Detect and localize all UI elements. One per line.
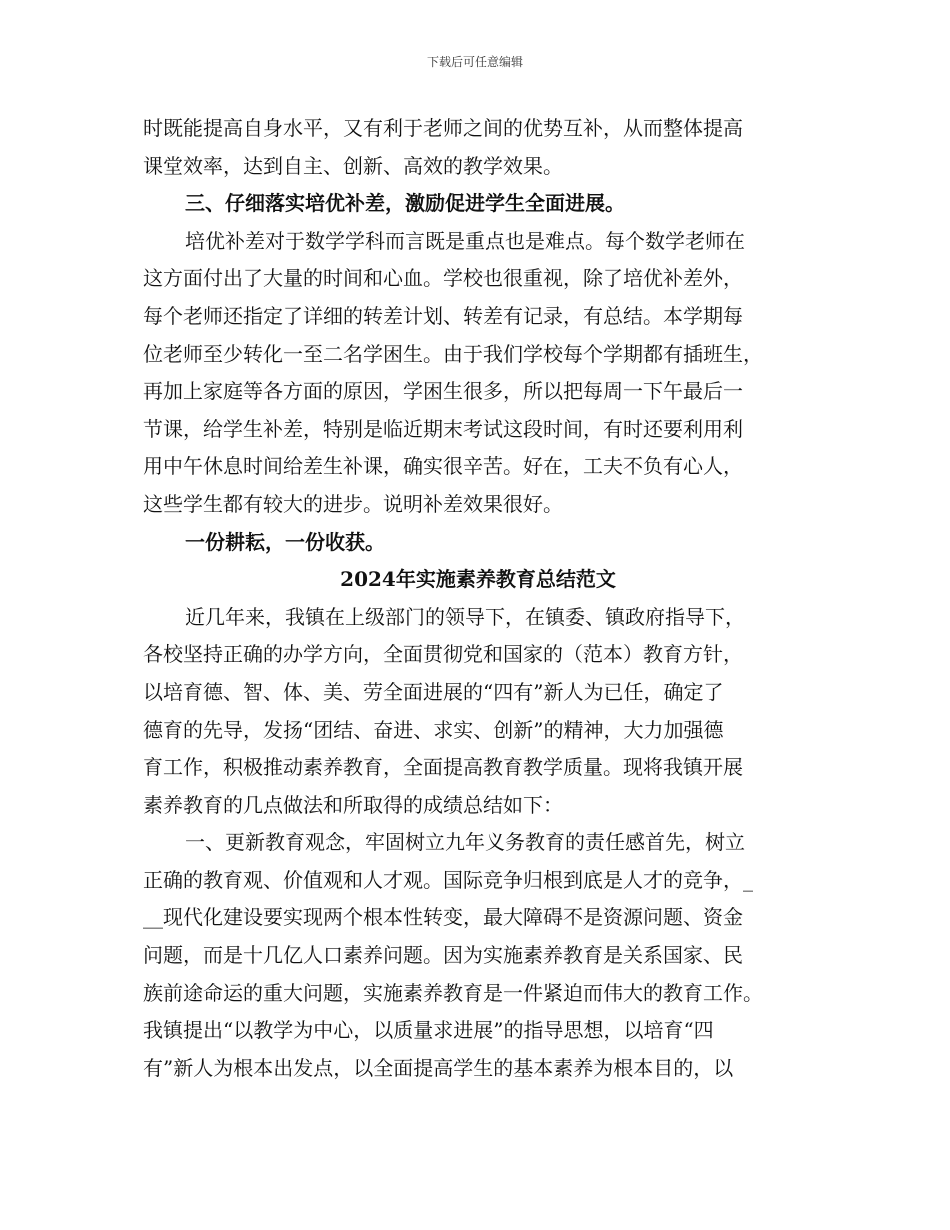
- text-line: 节课，给学生补差，特别是临近期末考试这段时间，有时还要利用利: [143, 416, 743, 441]
- text-line: 再加上家庭等各方面的原因，学困生很多，所以把每周一下午最后一: [143, 379, 743, 404]
- text-line: 培优补差对于数学学科而言既是重点也是难点。每个数学老师在: [185, 228, 745, 253]
- text-line: 这些学生都有较大的进步。说明补差效果很好。: [143, 491, 563, 516]
- text-line: 育工作，积极推动素养教育，全面提高教育教学质量。现将我镇开展: [143, 755, 743, 780]
- text-line: 族前途命运的重大问题，实施素养教育是一件紧迫而伟大的教育工作。: [143, 980, 763, 1005]
- text-line: 问题，而是十几亿人口素养问题。因为实施素养教育是关系国家、民: [143, 943, 743, 968]
- text-line: 时既能提高自身水平，又有利于老师之间的优势互补，从而整体提高: [143, 116, 743, 140]
- text-line: 有”新人为根本出发点，以全面提高学生的基本素养为根本目的，以: [143, 1055, 734, 1080]
- document-body: [143, 110, 813, 1087]
- text-line: 近几年来，我镇在上级部门的领导下，在镇委、镇政府指导下，: [185, 604, 745, 629]
- text-line: 以培育德、智、体、美、劳全面进展的“四有”新人为已任，确定了: [143, 679, 724, 704]
- section-heading-line: 三、仔细落实培优补差，激励促进学生全面进展。: [185, 191, 625, 216]
- text-line: 正确的教育观、价值观和人才观。国际竞争归根到底是人才的竞争，_: [143, 867, 753, 892]
- document-title: 2024年实施素养教育总结范文: [340, 567, 616, 592]
- text-line: 我镇提出“以教学为中心，以质量求进展”的指导思想，以培育“四: [143, 1018, 714, 1043]
- text-line: 德育的先导，发扬“团结、奋进、求实、创新”的精神，大力加强德: [143, 717, 724, 742]
- text-line: 这方面付出了大量的时间和心血。学校也很重视，除了培优补差外，: [143, 266, 743, 291]
- text-line: 每个老师还指定了详细的转差计划、转差有记录，有总结。本学期每: [143, 303, 743, 328]
- text-line: __现代化建设要实现两个根本性转变，最大障碍不是资源问题、资金: [143, 905, 743, 930]
- text-line: 位老师至少转化一至二名学困生。由于我们学校每个学期都有插班生，: [143, 341, 763, 366]
- text-line: 一、更新教育观念，牢固树立九年义务教育的责任感首先，树立: [185, 830, 745, 855]
- section-heading-line: 一份耕耘，一份收获。: [185, 529, 385, 554]
- text-line: 课堂效率，达到自主、创新、高效的教学效果。: [143, 153, 563, 178]
- text-line: 各校坚持正确的办学方向，全面贯彻党和国家的（范本）教育方针，: [143, 642, 743, 667]
- page-header: 下载后可任意编辑: [426, 55, 523, 69]
- text-line: 用中午休息时间给差生补课，确实很辛苦。好在，工夫不负有心人，: [143, 454, 743, 479]
- text-line: 素养教育的几点做法和所取得的成绩总结如下：: [143, 792, 563, 817]
